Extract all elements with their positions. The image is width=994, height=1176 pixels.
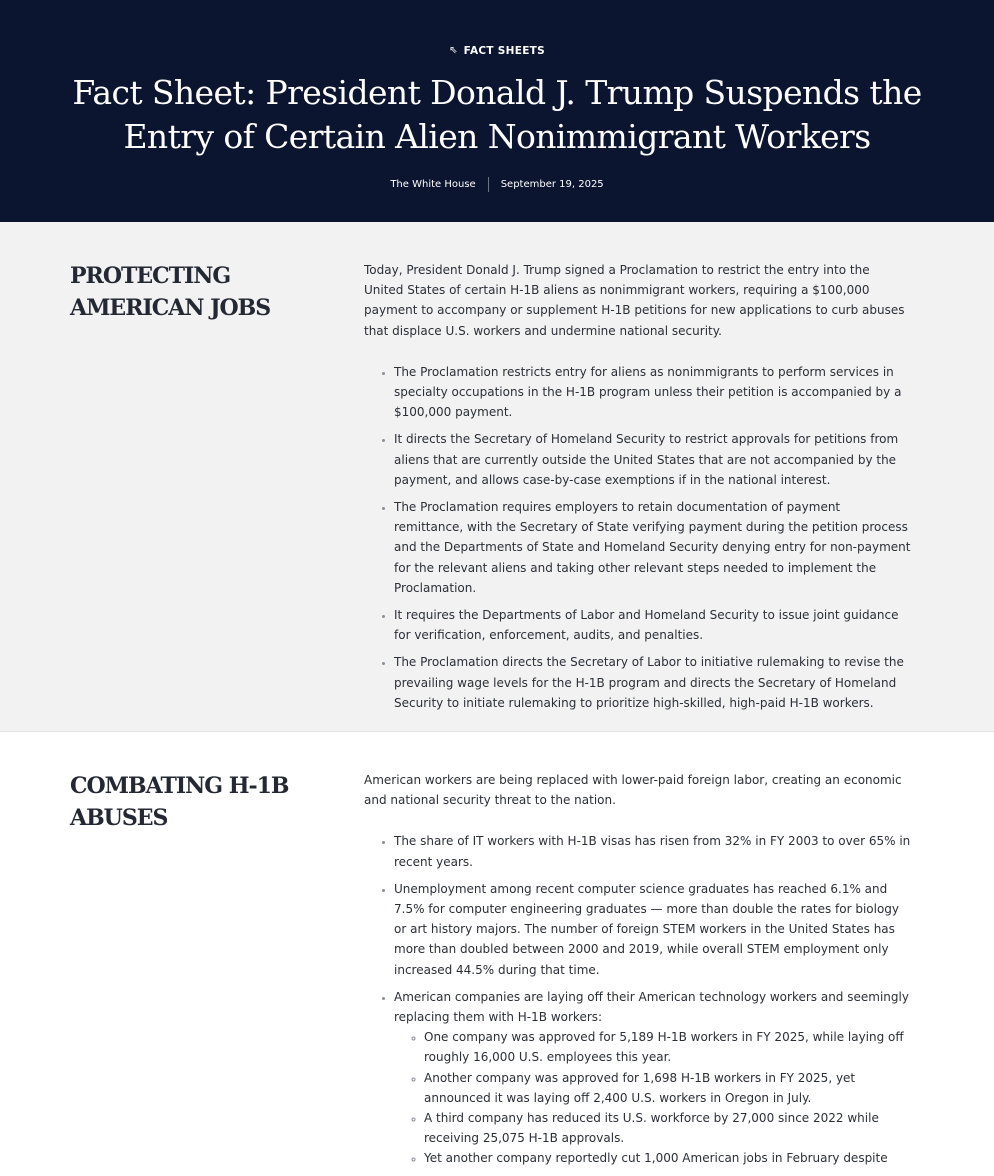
page-title: Fact Sheet: President Donald J. Trump Suspends the Entry of Certain Alien Nonimmigrant Workers — [72, 73, 922, 156]
section-heading: COMBATING H-1B ABUSES — [70, 773, 289, 831]
list-item — [394, 987, 912, 1169]
section-body — [364, 770, 912, 1176]
list-item: • The share of IT workers with H-1B visas has risen from 32% in FY 2003 to over 65% in recent years. — [394, 831, 912, 871]
list-item: • The Proclamation restricts entry for aliens as nonimmigrants to perform services in specialty occupations in the H-1B program unless their petition is accompanied by a $100,000 payment. — [394, 362, 912, 423]
sub-list-item: ◦ Yet another company reportedly cut 1,000 American jobs in February despite — [424, 1148, 912, 1168]
publish-date: September 19, 2025 — [500, 179, 604, 190]
list-item: • Unemployment among recent computer science graduates has reached 6.1% and 7.5% for computer engineering graduates — more than double the rates for biology or art history majors. The number of foreign STEM workers in the United States has more than doubled between 2000 and 2019, while overall STEM employment only increased 44.5% during that time. — [394, 879, 912, 980]
section-protecting-american-jobs — [0, 222, 994, 731]
list-item: • The Proclamation directs the Secretary of Labor to initiative rulemaking to revise the prevailing wage levels for the H-1B program and directs the Secretary of Homeland Security to initiate rulemaking to prioritize high-skilled, high-paid H-1B workers. — [394, 652, 912, 713]
sub-list-item: ◦ Another company was approved for 1,698 H-1B workers in FY 2025, yet announced it was laying off 2,400 U.S. workers in Oregon in July. — [424, 1068, 912, 1108]
bullet-list — [364, 362, 912, 713]
byline-divider — [488, 177, 489, 192]
list-item: • It requires the Departments of Labor and Homeland Security to issue joint guidance for verification, enforcement, audits, and penalties. — [394, 605, 912, 645]
list-item: • The Proclamation requires employers to retain documentation of payment remittance, with the Secretary of State verifying payment during the petition process and the Departments of State and Homeland Security denying entry for non-payment for the relevant aliens and taking other relevant steps needed to implement the Proclamation. — [394, 497, 912, 598]
category-label: FACT SHEETS — [463, 44, 546, 57]
section-intro: Today, President Donald J. Trump signed a Proclamation to restrict the entry into the United States of certain H-1B aliens as nonimmigrant workers, requiring a $100,000 payment to accompany or supplement H-1B petitions for new applications to curb abuses that displace U.S. workers and undermine national security. — [364, 263, 905, 338]
sub-list-item: ◦ A third company has reduced its U.S. workforce by 27,000 since 2022 while receiving 25,075 H-1B approvals. — [424, 1108, 912, 1148]
sub-bullet-list — [394, 1027, 912, 1168]
byline — [0, 177, 994, 192]
sub-list-item: ◦ One company was approved for 5,189 H-1B workers in FY 2025, while laying off roughly 16,000 U.S. employees this year. — [424, 1027, 912, 1067]
section-intro: American workers are being replaced with lower-paid foreign labor, creating an economic and national security threat to the nation. — [364, 773, 902, 808]
bullet-list — [364, 831, 912, 1168]
section-heading: PROTECTING AMERICAN JOBS — [70, 263, 271, 321]
author: The White House — [390, 179, 476, 190]
section-combating-h1b-abuses — [0, 731, 994, 1176]
list-item: • It directs the Secretary of Homeland Security to restrict approvals for petitions from aliens that are currently outside the United States that are not accompanied by the payment, and allows case-by-case exemptions if in the national interest. — [394, 429, 912, 490]
page-header — [0, 0, 994, 222]
category-link[interactable] — [449, 45, 545, 57]
list-item-text: American companies are laying off their American technology workers and seemingly replacing them with H-1B workers: — [394, 989, 909, 1025]
section-body — [364, 260, 912, 731]
arrow-up-left-icon: ⇖ — [448, 45, 458, 56]
